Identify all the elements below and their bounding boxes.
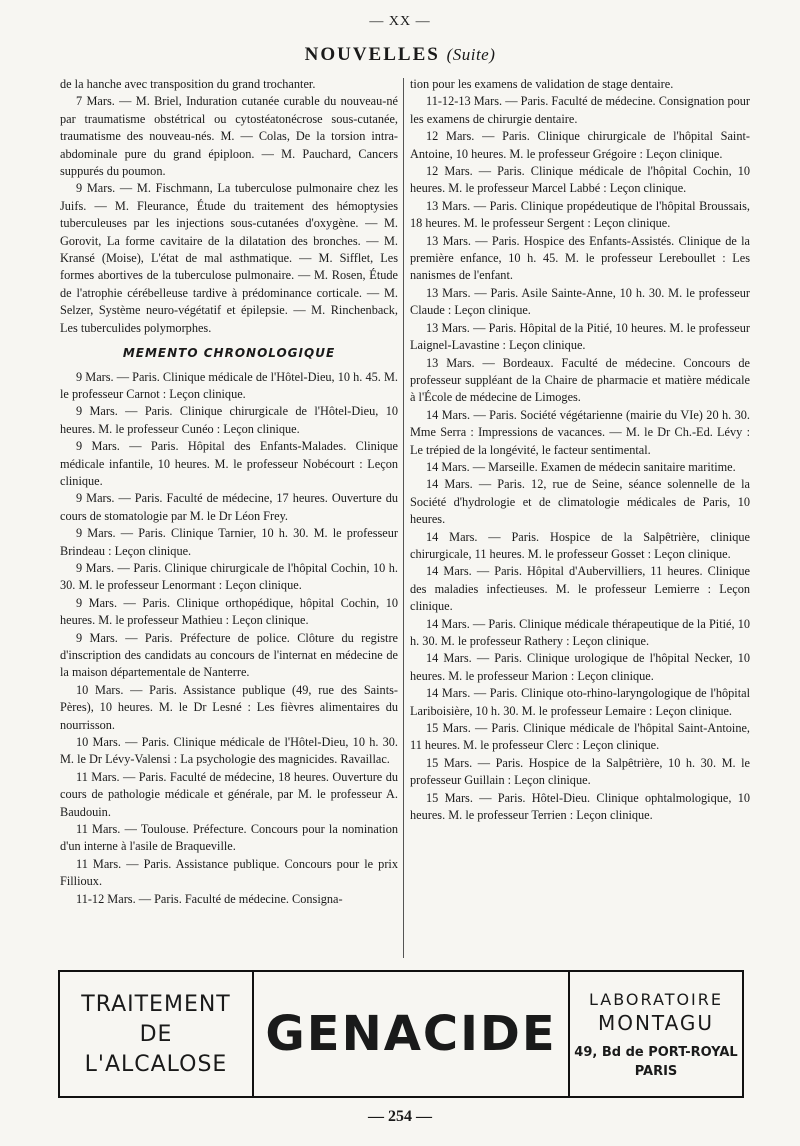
memento-entry: 14 Mars. — Marseille. Examen de médecin sanitaire maritime. bbox=[426, 459, 736, 474]
ad-treatment-panel bbox=[60, 972, 252, 1096]
memento-entry: 9 Mars. — Paris. Clinique Tarnier, 10 h. 30. M. le professeur Brindeau : Leçon clinique. bbox=[60, 526, 398, 558]
memento-entry: 9 Mars. — Paris. Clinique médicale de l'Hôtel-Dieu, 10 h. 45. M. le professeur Carnot : Leçon clinique. bbox=[60, 369, 398, 401]
right-column bbox=[410, 76, 750, 824]
section-heading bbox=[0, 44, 800, 66]
memento-entry: 9 Mars. — Paris. Clinique chirurgicale de l'Hôtel-Dieu, 10 heures. M. le professeur Cunéo : Leçon clinique. bbox=[60, 404, 398, 436]
paragraph: 9 Mars. — M. Fischmann, La tuberculose pulmonaire chez les Juifs. — M. Fleurance, Étude du traitement des hémoptysies tuberculeuses par les injections sous-cutanées d'oxygène. — M. Gorovit, La forme cavitaire de la dilatation des bronches. — M. Kransé (Moise), L'état de mal asthmatique. — M. Sifflet, Les formes abortives de la tuberculose pulmonaire. — M. Rosen, Étude de l'atrophie cérébelleuse tardive à prédominance corticale. — M. Selzer, Système neuro-végétatif et épilepsie. — M. Rinchenback, Les tuberculides polymorphes. bbox=[60, 181, 398, 335]
memento-entry: 9 Mars. — Paris. Clinique orthopédique, hôpital Cochin, 10 heures. M. le professeur Mathieu : Leçon clinique. bbox=[60, 595, 398, 628]
page-roman-numeral: — XX — bbox=[369, 14, 431, 29]
memento-entry: 9 Mars. — Paris. Préfecture de police. Clôture du registre d'inscription des candidats au concours de l'internat en médecine de la maison départementale de Nanterre. bbox=[60, 630, 398, 680]
memento-entry: 10 Mars. — Paris. Assistance publique (49, rue des Saints-Pères), 10 heures. M. le Dr Lesné : Les fièvres alimentaires du nourrisson. bbox=[60, 682, 398, 732]
memento-entry: 14 Mars. — Paris. Société végétarienne (mairie du VIe) 20 h. 30. Mme Serra : Impressions de vacances. — M. le Dr Ch.-Ed. Lévy : Le trépied de la longévité, le facteur sentimental. bbox=[410, 407, 750, 457]
memento-entry: 9 Mars. — Paris. Clinique chirurgicale de l'hôpital Cochin, 10 h. 30. M. le professeur Lenormant : Leçon clinique. bbox=[60, 560, 398, 593]
paragraph: 7 Mars. — M. Briel, Induration cutanée curable du nouveau-né par traumatisme obstétrical ou cytostéatonécrose sous-cutanée, traumatisme des nouveau-nés. M. — Colas, De la torsion intra-abdominale pure du grand épiploon. — M. Pauchard, Cancers suppurés du poumon. bbox=[60, 94, 398, 179]
memento-entry: 10 Mars. — Paris. Clinique médicale de l'Hôtel-Dieu, 10 h. 30. M. le Dr Lévy-Valensi : La psychologie des magnicides. Ravaillac. bbox=[60, 735, 398, 767]
memento-entry: 15 Mars. — Paris. Hospice de la Salpêtrière, 10 h. 30. M. le professeur Guillain : Leçon clinique. bbox=[410, 755, 750, 788]
page-number: — 254 — bbox=[368, 1108, 432, 1125]
memento-entry: 13 Mars. — Paris. Asile Sainte-Anne, 10 h. 30. M. le professeur Claude : Leçon clinique. bbox=[410, 285, 750, 318]
ad-treatment-line: TRAITEMENT bbox=[81, 992, 231, 1017]
memento-entry: 12 Mars. — Paris. Clinique médicale de l'hôpital Cochin, 10 heures. M. le professeur Marcel Labbé : Leçon clinique. bbox=[410, 164, 750, 196]
ad-lab-label: LABORATOIRE bbox=[589, 990, 723, 1009]
memento-entry: 13 Mars. — Paris. Hospice des Enfants-Assistés. Clinique de la première enfance, 10 h. 45. M. le professeur Lereboullet : Les nanismes de l'enfant. bbox=[410, 233, 750, 283]
memento-entry: 13 Mars. — Paris. Hôpital de la Pitié, 10 heures. M. le professeur Laignel-Lavastine : Leçon clinique. bbox=[410, 320, 750, 353]
memento-entry: 12 Mars. — Paris. Clinique chirurgicale de l'hôpital Saint-Antoine, 10 heures. M. le professeur Grégoire : Leçon clinique. bbox=[410, 129, 750, 161]
memento-heading: MEMENTO CHRONOLOGIQUE bbox=[122, 346, 336, 361]
memento-entry: 13 Mars. — Bordeaux. Faculté de médecine. Concours de professeur suppléant de la Chaire de pharmacie et matière médicale à l'École de médecine de Limoges. bbox=[410, 355, 750, 405]
memento-entry: 14 Mars. — Paris. Clinique urologique de l'hôpital Necker, 10 heures. M. le professeur Marion : Leçon clinique. bbox=[410, 651, 750, 683]
column-divider bbox=[403, 78, 404, 958]
memento-entry: 14 Mars. — Paris. Hospice de la Salpêtrière, clinique chirurgicale, 11 heures. M. le professeur Gosset : Leçon clinique. bbox=[410, 529, 750, 561]
ad-treatment-line: DE bbox=[139, 1022, 173, 1047]
memento-entry: 11 Mars. — Paris. Faculté de médecine, 18 heures. Ouverture du cours de pathologie médicale et générale, par M. le professeur A. Baudouin. bbox=[60, 769, 398, 819]
memento-entry: 14 Mars. — Paris. 12, rue de Seine, séance solennelle de la Société d'hydrologie et de climatologie médicales de Paris, 10 heures. bbox=[410, 477, 750, 527]
ad-brand-panel bbox=[252, 972, 570, 1096]
ad-laboratory-panel bbox=[570, 972, 742, 1096]
memento-entry: 14 Mars. — Paris. Clinique oto-rhino-laryngologique de l'hôpital Lariboisière, 10 h. 30. M. le professeur Lemaire : Leçon clinique. bbox=[410, 686, 750, 718]
ad-lab-address: 49, Bd de PORT-ROYAL bbox=[574, 1045, 738, 1060]
memento-entry: 14 Mars. — Paris. Clinique médicale thérapeutique de la Pitié, 10 h. 30. M. le professeur Rathery : Leçon clinique. bbox=[410, 616, 750, 648]
memento-entry: 9 Mars. — Paris. Faculté de médecine, 17 heures. Ouverture du cours de stomatologie par M. le Dr Léon Frey. bbox=[60, 491, 398, 523]
memento-entry: 11 Mars. — Paris. Assistance publique. Concours pour le prix Fillioux. bbox=[60, 856, 398, 889]
memento-entry: tion pour les examens de validation de stage dentaire. bbox=[410, 77, 674, 91]
section-title: NOUVELLES bbox=[304, 44, 440, 65]
section-title-suite: (Suite) bbox=[446, 45, 496, 64]
memento-entry: 15 Mars. — Paris. Clinique médicale de l'hôpital Saint-Antoine, 11 heures. M. le professeur Clerc : Leçon clinique. bbox=[410, 721, 750, 753]
memento-entry: 13 Mars. — Paris. Clinique propédeutique de l'hôpital Broussais, 18 heures. M. le professeur Sergent : Leçon clinique. bbox=[410, 198, 750, 231]
genacide-advertisement bbox=[58, 970, 744, 1098]
memento-entry: 15 Mars. — Paris. Hôtel-Dieu. Clinique ophtalmologique, 10 heures. M. le professeur Terrien : Leçon clinique. bbox=[410, 790, 750, 823]
memento-entry: 14 Mars. — Paris. Hôpital d'Aubervilliers, 11 heures. Clinique des maladies infectieuses. M. le professeur Lemierre : Leçon clinique. bbox=[410, 564, 750, 614]
memento-entry: 11 Mars. — Toulouse. Préfecture. Concours pour la nomination d'un interne à l'asile de Braqueville. bbox=[60, 822, 398, 854]
ad-lab-name: MONTAGU bbox=[597, 1011, 715, 1035]
left-column bbox=[60, 76, 398, 908]
memento-entry: 11-12-13 Mars. — Paris. Faculté de médecine. Consignation pour les examens de chirurgie dentaire. bbox=[410, 94, 750, 126]
paragraph: de la hanche avec transposition du grand trochanter. bbox=[60, 77, 316, 91]
memento-entry: 9 Mars. — Paris. Hôpital des Enfants-Malades. Clinique médicale infantile, 10 heures. M. le professeur Nobécourt : Leçon clinique. bbox=[60, 439, 398, 488]
ad-treatment-line: L'ALCALOSE bbox=[84, 1052, 228, 1077]
ad-lab-city: PARIS bbox=[634, 1064, 678, 1079]
memento-entry: 11-12 Mars. — Paris. Faculté de médecine. Consigna- bbox=[76, 891, 343, 906]
ad-brand-name: GENACIDE bbox=[265, 1006, 557, 1062]
